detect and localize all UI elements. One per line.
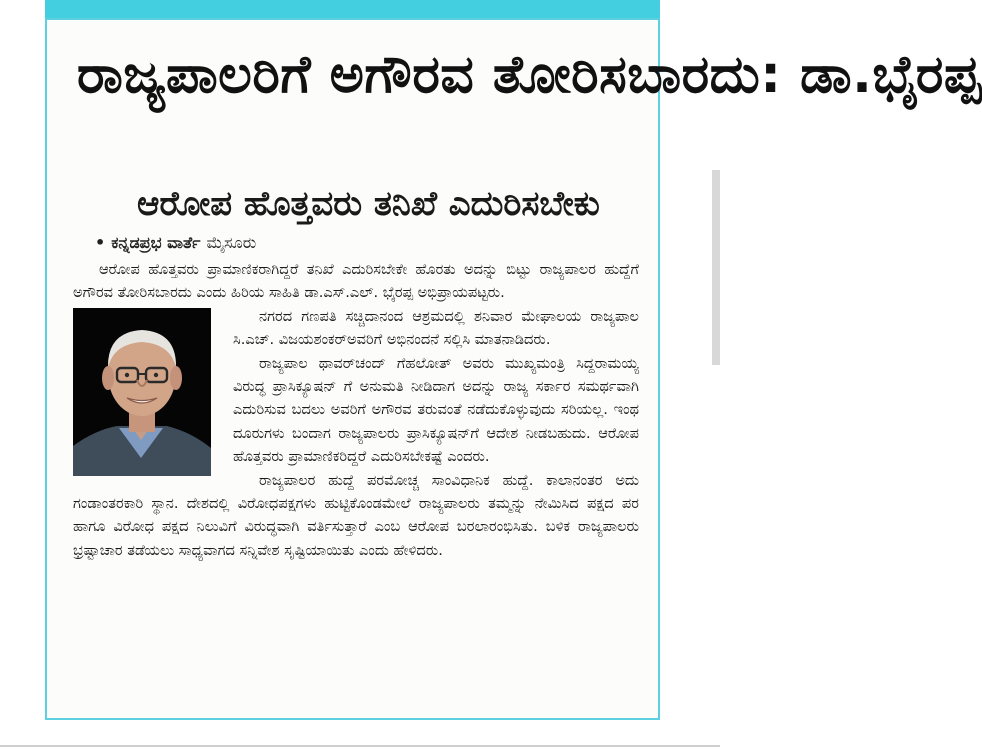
subheadline: ಆರೋಪ ಹೊತ್ತವರು ತನಿಖೆ ಎದುರಿಸಬೇಕು: [137, 184, 600, 224]
paragraph-2: ನಗರದ ಗಣಪತಿ ಸಚ್ಚಿದಾನಂದ ಆಶ್ರಮದಲ್ಲಿ ಶನಿವಾರ ಮೇಘಾಲಯ ರಾಜ್ಯಪಾಲ ಸಿ.ಎಚ್. ವಿಜಯಶಂಕರ್‌ಅವರಿಗೆ ಅಭಿನಂದನೆ ಸಲ್ಲಿಸಿ ಮಾತನಾಡಿದರು.: [233, 307, 639, 349]
dateline-place: ಮೈಸೂರು: [206, 233, 257, 252]
paragraph-3: ರಾಜ್ಯಪಾಲ ಥಾವರ್‌ಚಂದ್ ಗೆಹಲೋತ್ ಅವರು ಮುಖ್ಯಮಂತ್ರಿ ಸಿದ್ದರಾಮಯ್ಯ ವಿರುದ್ಧ ಪ್ರಾಸಿಕ್ಯೂಷನ್ ಗೆ ಅನುಮತಿ ನೀಡಿದಾಗ ಅದನ್ನು ರಾಜ್ಯ ಸರ್ಕಾರ ಸಮರ್ಥವಾಗಿ ಎದುರಿಸುವ ಬದಲು ಅವರಿಗೆ ಅಗೌರವ ತರುವಂತೆ ನಡೆದುಕೊಳ್ಳುವುದು ಸರಿಯಲ್ಲ. ಇಂಥ ದೂರುಗಳು ಬಂದಾಗ ರಾಜ್ಯಪಾಲರು ಪ್ರಾಸಿಕ್ಯೂಷನ್‌ಗೆ ಆದೇಶ ನೀಡಬಹುದು. ಆರೋಪ ಹೊತ್ತವರು ಪ್ರಾಮಾಣಿಕರಿದ್ದರೆ ಎದುರಿಸಬೇಕಷ್ಟೆ ಎಂದರು.: [233, 354, 639, 466]
portrait-photo: [73, 308, 211, 476]
dateline-bullet: •: [95, 233, 106, 252]
edge-mark: [712, 170, 720, 365]
portrait-image: [73, 308, 211, 476]
dateline: [95, 232, 256, 254]
paragraph-1: ಆರೋಪ ಹೊತ್ತವರು ಪ್ರಾಮಾಣಿಕರಾಗಿದ್ದರೆ ತನಿಖೆ ಎದುರಿಸಬೇಕೇ ಹೊರತು ಅದನ್ನು ಬಿಟ್ಟು ರಾಜ್ಯಪಾಲರ ಹುದ್ದೆಗೆ ಅಗೌರವ ತೋರಿಸಬಾರದು ಎಂದು ಹಿರಿಯ ಸಾಹಿತಿ ಡಾ.ಎಸ್.ಎಲ್. ಭೈರಪ್ಪ ಅಭಿಪ್ರಾಯಪಟ್ಟರು.: [73, 261, 639, 302]
news-clipping: [45, 18, 982, 720]
article-body: [73, 258, 639, 562]
headline: ರಾಜ್ಯಪಾಲರಿಗೆ ಅಗೌರವ ತೋರಿಸಬಾರದು: ಡಾ.ಭೈರಪ್ಪ: [77, 45, 982, 105]
news-source: ಕನ್ನಡಪ್ರಭ ವಾರ್ತೆ: [111, 233, 201, 252]
bottom-divider: [0, 745, 720, 747]
paragraph-4: ರಾಜ್ಯಪಾಲರ ಹುದ್ದೆ ಪರಮೋಚ್ಚ ಸಾಂವಿಧಾನಿಕ ಹುದ್ದೆ. ಕಾಲಾನಂತರ ಅದು ಗಂಡಾಂತರಕಾರಿ ಸ್ಥಾನ. ದೇಶದಲ್ಲಿ ವಿರೋಧಪಕ್ಷಗಳು ಹುಟ್ಟಿಕೊಂಡಮೇಲೆ ರಾಜ್ಯಪಾಲರು ತಮ್ಮನ್ನು ನೇಮಿಸಿದ ಪಕ್ಷದ ಪರ ಹಾಗೂ ವಿರೋಧ ಪಕ್ಷದ ನಿಲುವಿಗೆ ವಿರುದ್ಧವಾಗಿ ವರ್ತಿಸುತ್ತಾರೆ ಎಂಬ ಆರೋಪ ಬರಲಾರಂಭಿಸಿತು. ಬಳಿಕ ರಾಜ್ಯಪಾಲರು ಭ್ರಷ್ಟಾಚಾರ ತಡೆಯಲು ಸಾಧ್ಯವಾಗದ ಸನ್ನಿವೇಶ ಸೃಷ್ಟಿಯಾಯಿತು ಎಂದು ಹೇಳಿದರು.: [73, 471, 639, 559]
top-color-band: [45, 0, 660, 18]
